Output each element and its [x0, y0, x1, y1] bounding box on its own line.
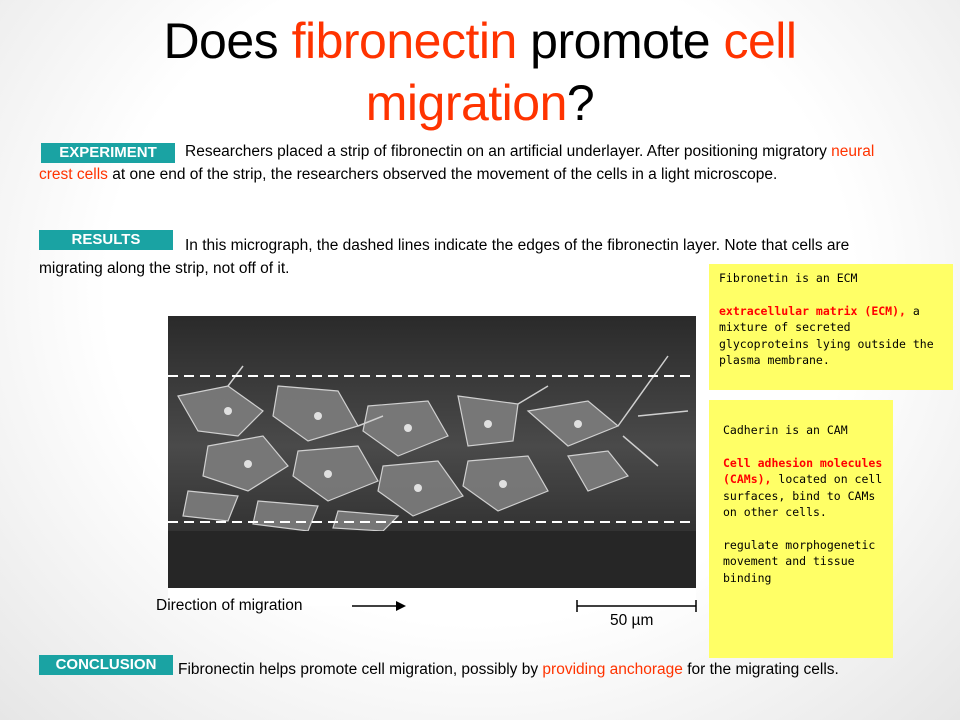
micrograph-image	[168, 316, 696, 606]
direction-label: Direction of migration	[156, 597, 303, 614]
title-part-3: promote	[516, 13, 724, 69]
conclusion-text-1: Fibronectin helps promote cell migration, possibly by	[178, 661, 543, 678]
scale-label: 50 µm	[610, 612, 654, 629]
title-question-mark: ?	[566, 75, 595, 131]
title-part-1: Does	[163, 13, 292, 69]
note-cam-line1: Cadherin is an CAM	[723, 423, 848, 437]
experiment-text-1: Researchers placed a strip of fibronectin on an artificial underlayer. After positioning migratory	[185, 143, 832, 160]
title-keyword-cell: cell	[723, 13, 797, 69]
direction-arrow-icon	[352, 599, 406, 613]
note-cam-line2: located on cell surfaces, bind to CAMs on other cells.	[723, 472, 883, 519]
conclusion-highlight: providing anchorage	[542, 661, 683, 678]
experiment-text-2: at one end of the strip, the researchers observed the movement of the cells in a light microscope.	[107, 166, 778, 183]
experiment-label: EXPERIMENT	[41, 143, 175, 163]
note-cam-highlight: Cell adhesion molecules (CAMs),	[723, 455, 883, 486]
slide-title	[60, 10, 900, 134]
note-ecm-highlight: extracellular matrix (ECM),	[719, 303, 906, 318]
conclusion-text-2: for the migrating cells.	[682, 661, 839, 678]
experiment-highlight: neural crest cells	[39, 143, 875, 183]
conclusion-text	[39, 658, 899, 681]
results-label: RESULTS	[39, 230, 173, 250]
note-cam-line3: regulate morphogenetic movement and tissue binding	[723, 537, 876, 585]
experiment-text	[39, 140, 909, 186]
note-ecm-line2: a mixture of secreted glycoproteins lying outside the plasma membrane.	[719, 303, 934, 367]
note-ecm	[709, 264, 953, 390]
conclusion-label: CONCLUSION	[39, 655, 173, 675]
results-text-body: In this micrograph, the dashed lines indicate the edges of the fibronectin layer. Note that cells are migrating along the strip, not off of it.	[39, 237, 850, 277]
title-keyword-fibronectin: fibronectin	[291, 13, 517, 69]
title-keyword-migration: migration	[365, 75, 567, 131]
note-cam	[709, 400, 893, 658]
note-ecm-line1: Fibronetin is an ECM	[719, 271, 858, 285]
